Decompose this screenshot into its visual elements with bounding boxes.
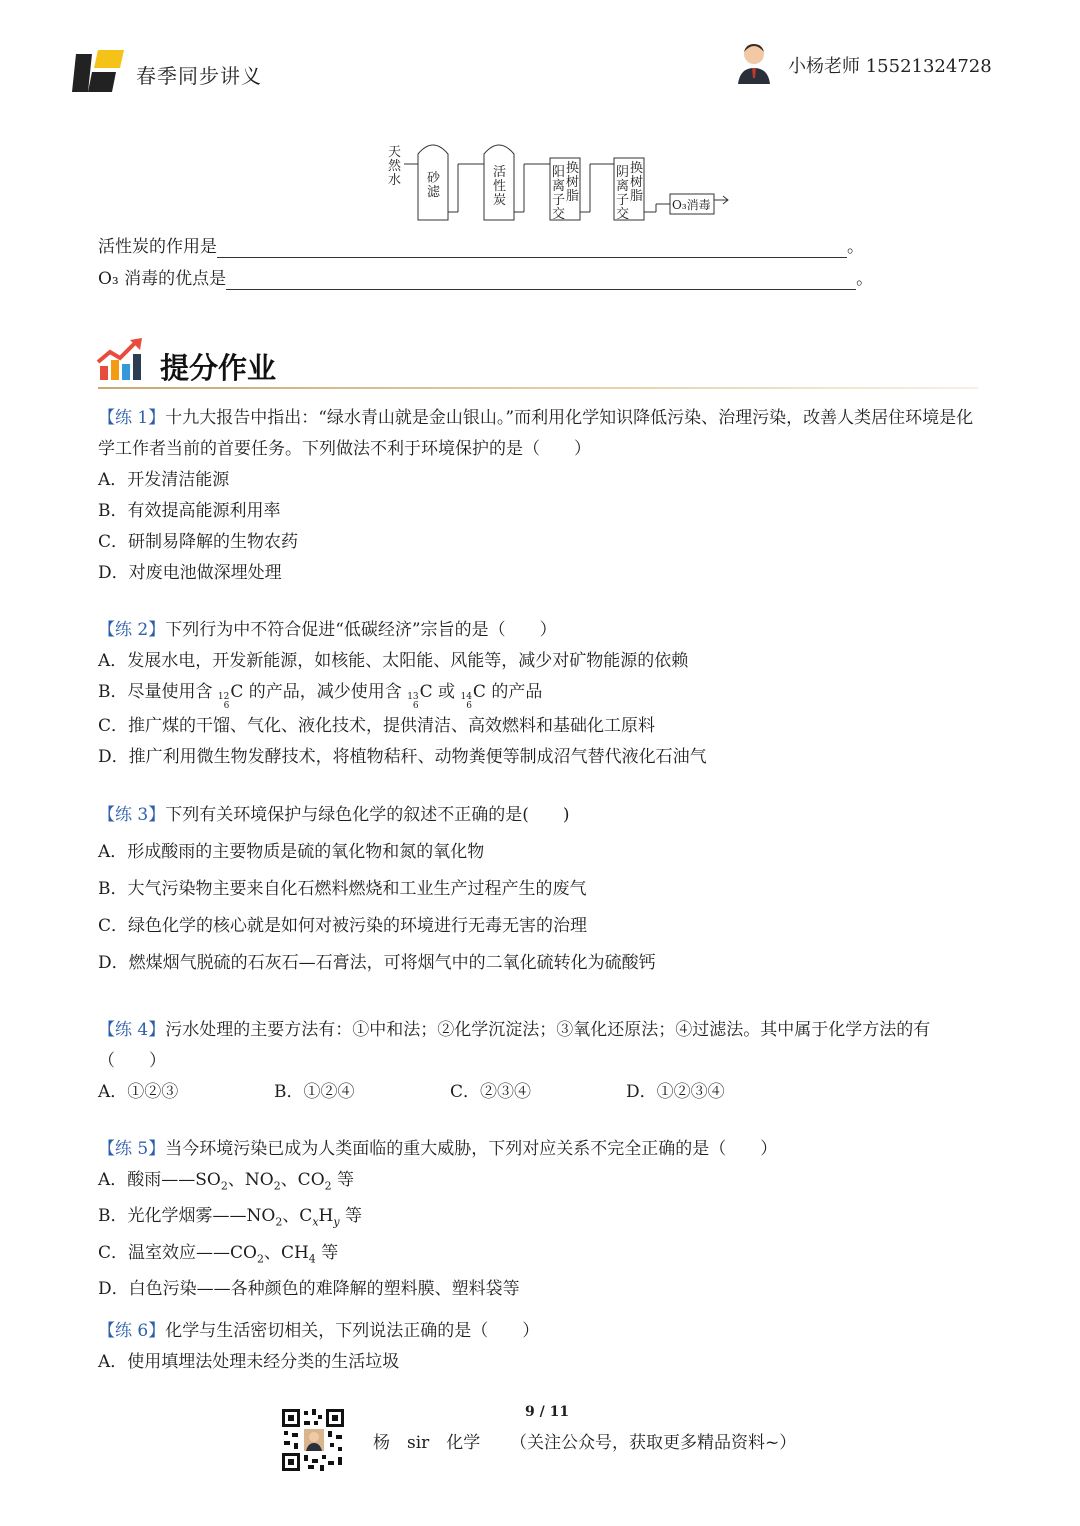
question-tag: 【练 6】 <box>98 1321 166 1341</box>
question-stem <box>98 1134 986 1165</box>
avatar <box>734 40 774 84</box>
section-title: 提分作业 <box>160 351 277 385</box>
option-text: H <box>318 1206 334 1227</box>
diagram-label: 树 <box>566 175 580 190</box>
question-stem <box>98 403 986 465</box>
option-b[interactable]: B．大气污染物主要来自化石燃料燃烧和工业生产过程产生的废气 <box>98 879 587 899</box>
diagram-label: 水 <box>388 173 402 188</box>
option-text: 、C <box>282 1206 313 1227</box>
option-a[interactable] <box>98 1165 986 1201</box>
stem-text: 当今环境污染已成为人类面临的重大威胁，下列对应关系不完全正确的是（ ） <box>165 1139 778 1159</box>
option-c[interactable] <box>98 1238 986 1274</box>
question-5 <box>98 1134 986 1305</box>
atomic-number: 6 <box>466 701 472 711</box>
subscript: y <box>333 1215 340 1229</box>
question-stem <box>98 1015 986 1077</box>
footer-note: （关注公众号，获取更多精品资料~） <box>510 1433 797 1453</box>
isotope-notation <box>407 693 418 711</box>
option-d[interactable]: D．对废电池做深埋处理 <box>98 563 282 583</box>
option-c[interactable]: C．研制易降解的生物农药 <box>98 532 299 552</box>
question-tag: 【练 2】 <box>98 620 166 640</box>
stem-text: 下列行为中不符合促进“低碳经济”宗旨的是（ ） <box>165 620 557 640</box>
diagram-label: 离 <box>616 179 630 194</box>
question-tag: 【练 4】 <box>98 1020 166 1040</box>
option-b[interactable]: B．有效提高能源利用率 <box>98 501 281 521</box>
question-1 <box>98 403 986 589</box>
option-text: C．温室效应——CO <box>98 1242 257 1263</box>
fill-in-end: 。 <box>856 269 874 289</box>
diagram-label: 交 <box>616 207 630 222</box>
answer-blank[interactable] <box>217 241 847 258</box>
question-3 <box>98 797 986 982</box>
option-a[interactable]: A．形成酸雨的主要物质是硫的氧化物和氮的氧化物 <box>98 842 485 862</box>
option-a[interactable]: A．发展水电，开发新能源，如核能、太阳能、风能等，减少对矿物能源的依赖 <box>98 651 689 671</box>
diagram-label: 砂 <box>427 171 441 186</box>
option-text: C 的产品 <box>472 682 543 702</box>
subscript: 4 <box>308 1252 316 1266</box>
atomic-number: 6 <box>412 701 419 711</box>
diagram-label: 活 <box>493 165 507 180</box>
option-b[interactable] <box>98 1201 986 1237</box>
option-text: C 或 <box>419 682 461 702</box>
stem-text: 下列有关环境保护与绿色化学的叙述不正确的是( ) <box>165 805 570 825</box>
question-stem <box>98 797 986 834</box>
brand-title: 春季同步讲义 <box>136 64 262 88</box>
logo-icon <box>70 48 126 94</box>
atomic-number: 6 <box>223 701 230 711</box>
subscript: 2 <box>256 1252 264 1266</box>
mass-number: 13 <box>407 692 419 702</box>
option-text: 等 <box>331 1170 355 1190</box>
diagram-label: 脂 <box>566 189 580 204</box>
option-b[interactable]: B．①②④ <box>274 1082 355 1102</box>
answer-blank[interactable] <box>226 273 856 290</box>
section-divider <box>98 387 978 389</box>
qr-code-icon[interactable] <box>280 1407 346 1473</box>
option-text: 、NO <box>227 1170 274 1190</box>
option-text: 、CO <box>280 1170 325 1190</box>
diagram-label: 阴 <box>616 165 630 180</box>
option-row <box>98 1077 986 1108</box>
diagram-label: 换 <box>630 161 644 176</box>
teacher-contact: 小杨老师 15521324728 <box>788 56 992 77</box>
fill-in-ozone <box>98 268 873 290</box>
subscript: 2 <box>220 1179 228 1193</box>
subscript: x <box>312 1215 319 1229</box>
fill-in-label: 活性炭的作用是 <box>98 237 217 257</box>
option-d[interactable]: D．①②③④ <box>626 1082 725 1102</box>
subscript: 2 <box>324 1179 332 1193</box>
subscript: 2 <box>275 1215 283 1229</box>
option-text: B．光化学烟雾——NO <box>98 1206 276 1227</box>
diagram-label: 脂 <box>630 189 644 204</box>
option-d[interactable]: D．推广利用微生物发酵技术，将植物秸秆、动物粪便等制成沼气替代液化石油气 <box>98 747 707 767</box>
stem-text: 十九大报告中指出：“绿水青山就是金山银山。”而利用化学知识降低污染、治理污染，改善人类居住环境是化学工作者当前的首要任务。下列做法不利于环境保护的是（ ） <box>98 408 974 459</box>
diagram-label: 滤 <box>427 185 441 200</box>
fill-in-end: 。 <box>847 237 864 257</box>
option-d[interactable]: D．燃煤烟气脱硫的石灰石—石膏法，可将烟气中的二氧化硫转化为硫酸钙 <box>98 953 656 973</box>
option-text: 等 <box>315 1242 339 1263</box>
diagram-label: 然 <box>388 159 402 174</box>
stem-text: 化学与生活密切相关，下列说法正确的是（ ） <box>165 1321 540 1341</box>
question-tag: 【练 3】 <box>98 805 166 825</box>
diagram-label: 交 <box>552 207 566 222</box>
fill-in-label: O₃ 消毒的优点是 <box>98 269 227 289</box>
page-number: 9 / 11 <box>525 1404 570 1420</box>
chart-growth-icon <box>96 336 144 382</box>
diagram-label: 换 <box>566 161 580 176</box>
water-treatment-diagram <box>380 136 740 230</box>
question-tag: 【练 1】 <box>98 408 166 428</box>
question-4 <box>98 1015 986 1108</box>
option-a[interactable]: A．开发清洁能源 <box>98 470 230 490</box>
question-stem <box>98 615 986 646</box>
option-c[interactable]: C．推广煤的干馏、气化、液化技术，提供清洁、高效燃料和基础化工原料 <box>98 716 656 736</box>
question-stem <box>98 1316 986 1347</box>
diagram-label: 树 <box>630 175 644 190</box>
diagram-label: 阳 <box>552 165 566 180</box>
option-text: 、CH <box>263 1242 309 1263</box>
option-a[interactable]: A．①②③ <box>98 1082 179 1102</box>
mass-number: 12 <box>217 692 230 702</box>
option-c[interactable]: C．绿色化学的核心就是如何对被污染的环境进行无毒无害的治理 <box>98 916 588 936</box>
diagram-label: 天 <box>388 145 402 160</box>
option-a[interactable]: A．使用填埋法处理未经分类的生活垃圾 <box>98 1352 400 1372</box>
diagram-label: 离 <box>552 179 566 194</box>
option-text: C 的产品，减少使用含 <box>230 682 408 702</box>
question-6 <box>98 1316 986 1378</box>
diagram-label: 性 <box>493 179 507 194</box>
footer-account-name: 杨 sir 化学 <box>373 1433 481 1453</box>
isotope-notation <box>460 693 471 711</box>
option-c[interactable]: C．②③④ <box>450 1082 532 1102</box>
option-b[interactable] <box>98 677 986 711</box>
diagram-label: 子 <box>552 193 566 208</box>
isotope-notation <box>218 693 229 711</box>
option-text: 等 <box>339 1206 362 1227</box>
question-tag: 【练 5】 <box>98 1139 166 1159</box>
fill-in-activated-carbon <box>98 236 864 258</box>
stem-text: 污水处理的主要方法有：①中和法；②化学沉淀法；③氧化还原法；④过滤法。其中属于化学方法的有（ ） <box>98 1020 931 1071</box>
question-2 <box>98 615 986 773</box>
diagram-label: 炭 <box>493 193 507 208</box>
mass-number: 14 <box>460 692 472 702</box>
option-text: B．尽量使用含 <box>98 682 218 702</box>
diagram-label: O₃消毒 <box>672 198 711 212</box>
option-d[interactable]: D．白色污染——各种颜色的难降解的塑料膜、塑料袋等 <box>98 1279 520 1300</box>
diagram-label: 子 <box>616 193 630 208</box>
subscript: 2 <box>273 1179 281 1193</box>
option-text: A．酸雨——SO <box>98 1170 221 1190</box>
